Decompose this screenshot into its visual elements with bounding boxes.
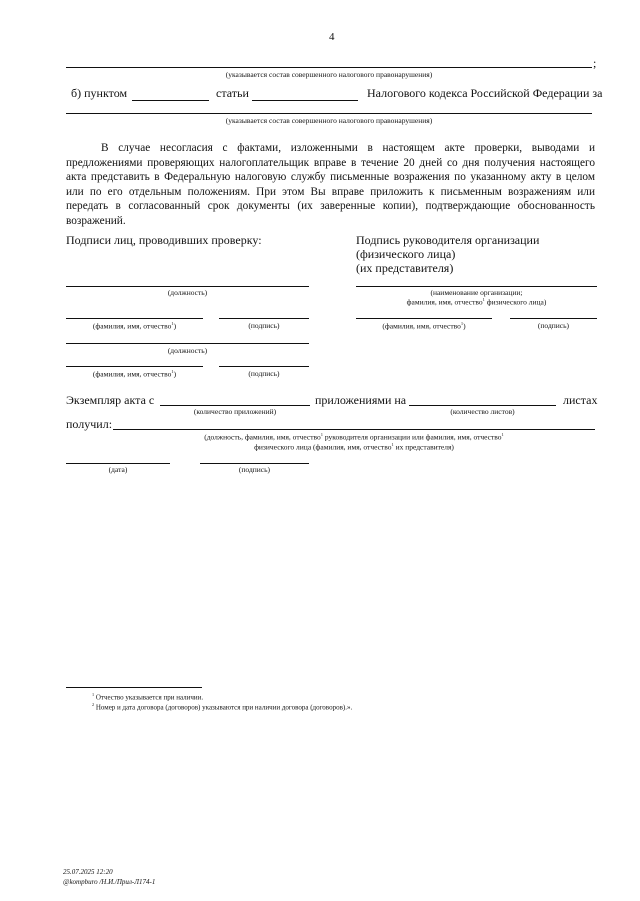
head-signature-heading-1: Подпись руководителя организации — [356, 233, 540, 247]
organization-caption-1: (наименование организации; — [430, 288, 523, 297]
sheets-count-field[interactable] — [409, 405, 556, 406]
position-caption-2: (должность) — [167, 346, 208, 355]
recipient-sign-caption: (подпись) — [238, 465, 271, 474]
date-caption: (дата) — [108, 465, 128, 474]
organization-caption-2: фамилия, имя, отчество$^1$ физического лица) — [406, 297, 547, 307]
name-line-2[interactable] — [66, 366, 203, 367]
head-signature-heading-2: (физического лица) — [356, 247, 456, 261]
caption-violation-2: (указывается состав совершенного налогового правонарушения) — [225, 116, 433, 125]
footnote-separator — [66, 687, 202, 688]
sign-line-2[interactable] — [219, 366, 309, 367]
objection-paragraph: В случае несогласия с фактами, изложенными в настоящем акте проверки, выводами и предложениями проверяющих налогоплательщик вправе в течение 20 дней со дня получения настоящего акта представить в Федеральную налоговую службу письменные возражения по указанному акту в целом или по его отдельным положениям. При этом Вы вправе приложить к письменным возражениям или передать в согласованный срок документы (их заверенные копии), подтверждающие обоснованность возражений. — [66, 142, 595, 227]
footnote-2: $^2$ Номер и дата договора (договоров) указываются при наличии договора (договоров).». — [92, 702, 353, 712]
head-sign-caption: (подпись) — [537, 321, 570, 330]
article-field[interactable] — [252, 100, 358, 101]
recipient-caption-1: (должность, фамилия, имя, отчество$^1$ руководителя организации или фамилия, имя, отчество$^1$ — [204, 432, 504, 442]
violation-line-1 — [66, 67, 592, 68]
sign-caption-2: (подпись) — [248, 369, 280, 378]
recipient-sign-field[interactable] — [200, 463, 309, 464]
copy-prefix: Экземпляр акта с — [66, 393, 155, 407]
attachments-caption: (количество приложений) — [193, 407, 277, 416]
item-b-label: б) пунктом — [71, 86, 128, 100]
tax-code-label: Налогового кодекса Российской Федерации за — [367, 86, 603, 100]
recipient-field[interactable] — [113, 429, 595, 430]
inspectors-signatures-heading: Подписи лиц, проводивших проверку: — [66, 233, 262, 247]
clause-field[interactable] — [132, 100, 209, 101]
received-label: получил: — [66, 417, 113, 431]
footer-reference: @kompburo /Н.И./Прил-Л174-1 — [63, 878, 156, 886]
violation-line-2 — [66, 113, 592, 114]
head-name-line[interactable] — [356, 318, 492, 319]
copy-suffix: листах — [563, 393, 598, 407]
position-line-2[interactable] — [66, 343, 309, 344]
copy-middle: приложениями на — [315, 393, 407, 407]
footer-date: 25.07.2025 12:20 — [63, 868, 113, 876]
sign-caption-1: (подпись) — [248, 321, 280, 330]
head-name-caption: (фамилия, имя, отчество$^1$) — [382, 321, 466, 331]
name-caption-2: (фамилия, имя, отчество$^1$) — [92, 369, 177, 379]
sign-line-1[interactable] — [219, 318, 309, 319]
organization-line[interactable] — [356, 286, 597, 287]
footnote-1: $^1$ Отчество указывается при наличии. — [92, 692, 204, 702]
recipient-caption-2: физического лица (фамилия, имя, отчество$^1$ их представителя) — [254, 442, 454, 452]
article-label: статьи — [216, 86, 249, 100]
head-signature-heading-3: (их представителя) — [356, 261, 454, 275]
head-sign-line[interactable] — [510, 318, 597, 319]
sheets-caption: (количество листов) — [450, 407, 515, 416]
position-caption-1: (должность) — [167, 288, 208, 297]
name-line-1[interactable] — [66, 318, 203, 319]
position-line-1[interactable] — [66, 286, 309, 287]
line-end-semicolon: ; — [593, 56, 597, 70]
caption-violation-1: (указывается состав совершенного налогового правонарушения) — [225, 70, 433, 79]
name-caption-1: (фамилия, имя, отчество$^1$) — [92, 321, 177, 331]
attachments-count-field[interactable] — [160, 405, 310, 406]
page-number: 4 — [329, 31, 335, 43]
date-field[interactable] — [66, 463, 170, 464]
